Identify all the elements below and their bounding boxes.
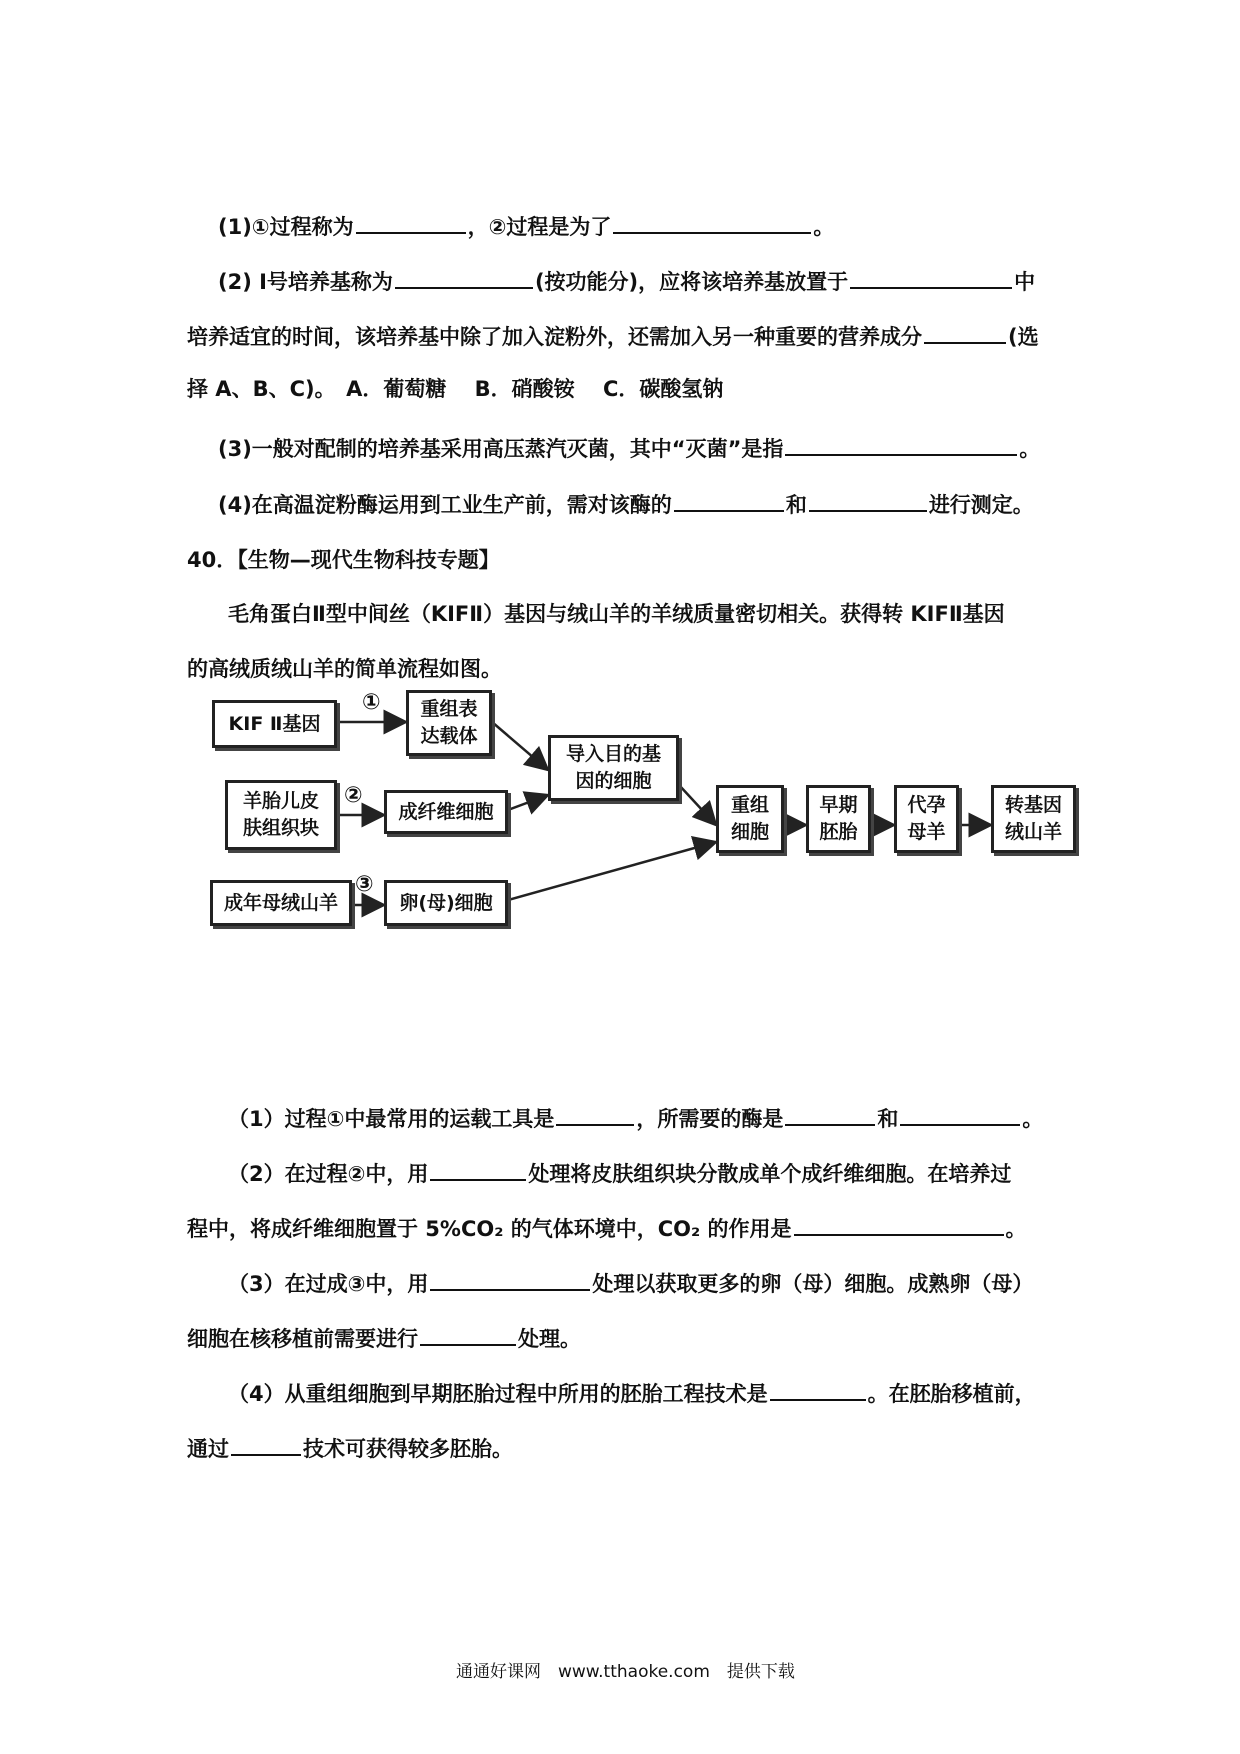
answer-blank[interactable] <box>794 1212 1004 1236</box>
intro-line-1: 毛角蛋白Ⅱ型中间丝（KIFⅡ）基因与绒山羊的羊绒质量密切相关。获得转 KIFⅡ基因 <box>228 602 1005 626</box>
answer-blank[interactable] <box>231 1432 301 1456</box>
q40-3-line-2: 细胞在核移植前需要进行 处理。 <box>187 1322 581 1353</box>
step-3-label: ③ <box>355 872 374 897</box>
answer-blank[interactable] <box>430 1157 526 1181</box>
box-recomb-vector: 重组表 达载体 <box>406 690 492 756</box>
box-surrogate: 代孕 母羊 <box>894 785 959 853</box>
intro-line-2: 的高绒质绒山羊的简单流程如图。 <box>187 657 502 681</box>
question-4-line: (4)在高温淀粉酶运用到工业生产前，需对该酶的 和 进行测定。 <box>218 488 1034 519</box>
question-2-line: (2) Ⅰ号培养基称为 (按功能分)，应将该培养基放置于 中 <box>218 265 1035 296</box>
box-adult-goat: 成年母绒山羊 <box>210 880 352 926</box>
page-footer: 通通好课网 www.tthaoke.com 提供下载 <box>456 1662 795 1682</box>
box-early-embryo: 早期 胚胎 <box>806 785 871 853</box>
box-recomb-cell: 重组 细胞 <box>716 785 784 853</box>
q40-1-line: （1）过程①中最常用的运载工具是 ，所需要的酶是 和 。 <box>228 1102 1043 1133</box>
step-1-label: ① <box>362 690 381 715</box>
question-3-line: (3)一般对配制的培养基采用高压蒸汽灭菌，其中“灭菌”是指 。 <box>218 432 1040 463</box>
question-2-line-2: 培养适宜的时间，该培养基中除了加入淀粉外，还需加入另一种重要的营养成分 (选 <box>187 320 1039 351</box>
q40-2-line: （2）在过程②中，用 处理将皮肤组织块分散成单个成纤维细胞。在培养过 <box>228 1157 1011 1188</box>
q40-4-line: （4）从重组细胞到早期胚胎过程中所用的胚胎工程技术是 。在胚胎移植前， <box>228 1377 1036 1408</box>
box-fetal-skin: 羊胎儿皮 肤组织块 <box>225 780 337 850</box>
q40-3-line: （3）在过成③中，用 处理以获取更多的卵（母）细胞。成熟卵（母） <box>228 1267 1033 1298</box>
box-transgenic-goat: 转基因 绒山羊 <box>991 785 1076 853</box>
answer-blank[interactable] <box>556 1102 634 1126</box>
box-oocyte: 卵(母)细胞 <box>384 880 508 926</box>
answer-blank[interactable] <box>430 1267 590 1291</box>
box-target-cell: 导入目的基 因的细胞 <box>548 735 679 801</box>
box-fibroblast: 成纤维细胞 <box>384 790 508 834</box>
step-2-label: ② <box>344 783 363 808</box>
answer-blank[interactable] <box>785 1102 875 1126</box>
q40-4-line-2: 通过 技术可获得较多胚胎。 <box>187 1432 513 1463</box>
section-heading: 40．【生物—现代生物科技专题】 <box>187 548 500 572</box>
q40-2-line-2: 程中，将成纤维细胞置于 5%CO₂ 的气体环境中，CO₂ 的作用是 。 <box>187 1212 1027 1243</box>
question-2-line-3: 择 A、B、C)。 A．葡萄糖 B．硝酸铵 C．碳酸氢钠 <box>187 377 724 401</box>
answer-blank[interactable] <box>420 1322 516 1346</box>
question-1-line: (1)①过程称为 ，②过程是为了 。 <box>218 210 834 241</box>
answer-blank[interactable] <box>900 1102 1020 1126</box>
answer-blank[interactable] <box>770 1377 866 1401</box>
box-kif-gene: KIF Ⅱ基因 <box>212 700 337 748</box>
